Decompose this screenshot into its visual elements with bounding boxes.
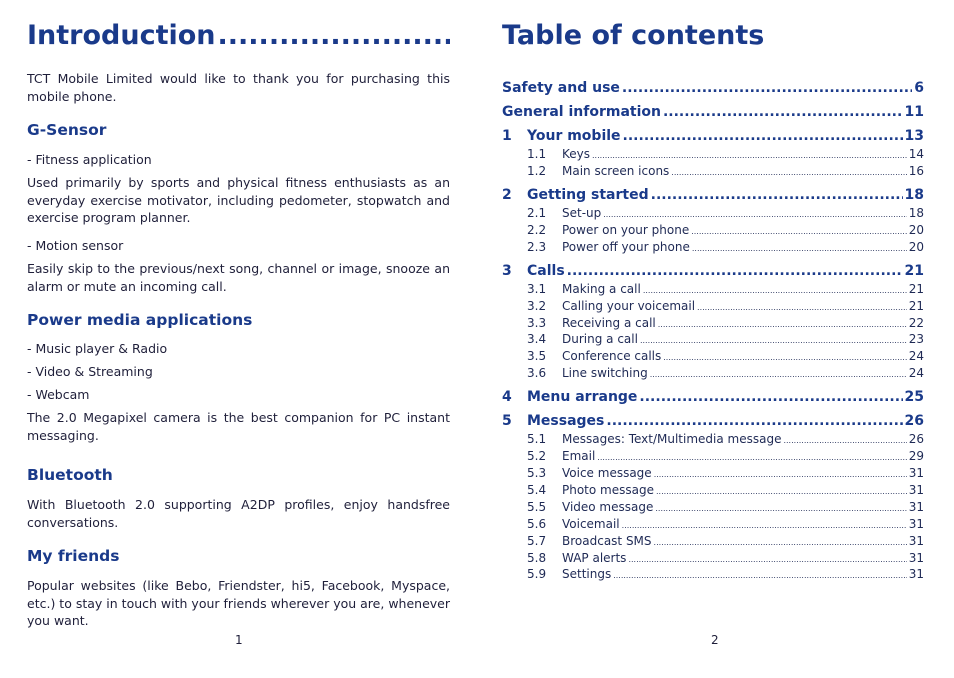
toc-entry-label: Receiving a call [562,315,656,330]
toc-leader-dots [692,244,907,253]
toc-entry-label: Calling your voicemail [562,298,696,313]
bluetooth-heading: Bluetooth [27,466,113,484]
toc-entry-label: Main screen icons [562,163,670,178]
toc-entry[interactable] [502,263,924,279]
toc-entry-number: 5.5 [527,499,547,514]
toc-leader-dots [654,470,907,479]
toc-entry[interactable] [502,483,924,497]
fitness-application-item: - Fitness application [27,152,152,167]
my-friends-heading: My friends [27,547,120,565]
toc-leader-dots [783,436,906,445]
toc-entry-number: 3.4 [527,332,547,347]
toc-leader-dots [628,555,906,564]
toc-leader-dots [603,210,906,219]
toc-entry-number: 5.4 [527,482,547,497]
toc-entry[interactable] [502,240,924,254]
toc-entry-number: 5.9 [527,567,547,582]
toc-leader-dots [639,389,902,405]
toc-entry-label: Messages: Text/Multimedia message [562,432,782,447]
toc-leader-dots [691,227,907,236]
toc-leader-dots [606,413,902,429]
toc-entry-page: 23 [908,332,924,347]
toc-entry[interactable] [502,223,924,237]
toc-leader-dots [622,521,907,530]
toc-entry-number: 3.6 [527,366,547,381]
toc-entry-number: 5.7 [527,533,547,548]
toc-entry[interactable] [502,432,924,446]
toc-entry[interactable] [502,551,924,565]
toc-entry-number: 3.5 [527,349,547,364]
toc-leader-dots [567,263,903,279]
toc-leader-dots [655,504,906,513]
table-of-contents-title: Table of contents [502,20,765,51]
toc-entry-label: Power off your phone [562,239,690,254]
toc-entry-page: 24 [908,366,924,381]
toc-entry-label: Broadcast SMS [562,533,652,548]
toc-entry-page: 22 [908,315,924,330]
toc-entry-page: 21 [908,281,924,296]
toc-entry-label: Getting started [527,186,649,203]
toc-entry-label: Your mobile [527,128,621,144]
my-friends-description: Popular websites (like Bebo, Friendster, hi5, Facebook, Myspace, etc.) to stay in touch with your friends wherever you are, whenever you want. [27,578,450,628]
toc-entry-number: 4 [502,389,512,406]
toc-entry[interactable] [502,413,924,429]
motion-sensor-description: Easily skip to the previous/next song, channel or image, snooze an alarm or mute an incoming call. [27,261,450,294]
toc-entry-number: 2.2 [527,222,547,237]
toc-entry-page: 13 [904,128,924,144]
webcam-description: The 2.0 Megapixel camera is the best companion for PC instant messaging. [27,410,450,443]
toc-entry-label: During a call [562,332,638,347]
toc-entry-page: 31 [908,499,924,514]
toc-entry-number: 5.1 [527,432,547,447]
toc-entry-page: 26 [908,432,924,447]
toc-entry[interactable] [502,534,924,548]
toc-entry-number: 2.1 [527,205,547,220]
toc-entry-number: 2.3 [527,239,547,254]
toc-entry[interactable] [502,466,924,480]
toc-entry-page: 16 [908,163,924,178]
toc-entry-page: 20 [908,239,924,254]
toc-entry[interactable] [502,449,924,463]
toc-entry[interactable] [502,299,924,313]
toc-entry[interactable] [502,104,924,120]
toc-leader-dots [697,303,907,312]
introduction-title [27,20,450,60]
toc-entry-label: Keys [562,147,591,161]
toc-entry-number: 5.3 [527,466,547,480]
title-leader-dots [218,20,450,51]
toc-entry-label: Line switching [562,366,648,381]
toc-leader-dots [643,286,907,295]
left-page [27,0,450,678]
toc-entry-number: 5.8 [527,550,547,565]
toc-entry-page: 31 [908,466,924,480]
toc-entry[interactable] [502,332,924,346]
toc-entry[interactable] [502,366,924,380]
toc-entry[interactable] [502,316,924,330]
fitness-description: Used primarily by sports and physical fitness enthusiasts as an everyday exercise motivator, including pedometer, stopwatch and exercise program planner. [27,175,450,225]
toc-entry-page: 18 [908,205,924,220]
toc-entry[interactable] [502,389,924,405]
toc-entry-number: 1.2 [527,163,547,178]
toc-entry-page: 31 [908,482,924,497]
gsensor-heading: G-Sensor [27,121,107,139]
page-number-right: 2 [711,633,719,647]
toc-entry-label: Making a call [562,281,641,296]
toc-leader-dots [651,187,903,203]
right-page [502,0,924,678]
toc-leader-dots [671,168,906,177]
toc-leader-dots [613,571,907,580]
toc-entry[interactable] [502,147,924,161]
toc-entry-number: 5.2 [527,449,547,464]
toc-entry-page: 14 [908,147,924,161]
toc-entry-label: Video message [562,499,654,514]
toc-entry-label: General information [502,104,661,120]
toc-leader-dots [623,128,903,144]
toc-entry-label: Power on your phone [562,222,690,237]
introduction-title-text: Introduction [27,20,216,51]
toc-entry-number: 3.3 [527,315,547,330]
toc-entry-number: 5.6 [527,516,547,531]
toc-entry-page: 31 [908,516,924,531]
toc-entry[interactable] [502,517,924,531]
toc-entry-page: 29 [908,449,924,464]
toc-entry-page: 18 [904,186,924,203]
toc-entry[interactable] [502,206,924,220]
toc-leader-dots [663,104,903,120]
toc-leader-dots [622,80,912,96]
webcam-item: - Webcam [27,387,90,402]
intro-paragraph: TCT Mobile Limited would like to thank you for purchasing this mobile phone. [27,71,450,104]
toc-entry-number: 1 [502,128,512,144]
toc-entry-label: WAP alerts [562,550,627,565]
toc-leader-dots [592,151,907,160]
toc-entry[interactable] [502,164,924,178]
toc-entry-page: 31 [908,567,924,582]
toc-entry-number: 1.1 [527,147,547,161]
toc-entry-label: Set-up [562,205,602,220]
toc-entry-label: Messages [527,413,605,430]
toc-entry[interactable] [502,128,924,144]
toc-leader-dots [658,320,907,329]
toc-entry-page: 21 [908,298,924,313]
toc-entry[interactable] [502,80,924,96]
toc-entry-label: Email [562,449,596,464]
motion-sensor-item: - Motion sensor [27,238,124,253]
toc-leader-dots [654,538,907,547]
toc-entry-label: Voice message [562,466,652,480]
toc-entry-page: 24 [908,349,924,364]
toc-entry[interactable] [502,567,924,581]
toc-entry-label: Safety and use [502,80,620,96]
toc-entry-page: 6 [914,80,924,96]
toc-entry-number: 3.1 [527,281,547,296]
toc-entry-label: Calls [527,262,565,279]
toc-leader-dots [663,353,906,362]
toc-entry[interactable] [502,349,924,363]
toc-entry-page: 11 [904,104,924,120]
toc-entry-label: Photo message [562,482,654,497]
music-player-item: - Music player & Radio [27,341,168,356]
toc-entry-page: 31 [908,533,924,548]
toc-entry-number: 2 [502,186,512,203]
toc-entry-label: Conference calls [562,349,662,364]
toc-entry-page: 21 [904,262,924,279]
toc-entry-label: Voicemail [562,516,620,531]
toc-entry-page: 25 [904,389,924,406]
toc-entry-page: 20 [908,222,924,237]
toc-entry[interactable] [502,500,924,514]
toc-entry[interactable] [502,187,924,203]
toc-entry-page: 26 [904,413,924,430]
toc-entry-number: 3.2 [527,298,547,313]
toc-entry-label: Settings [562,567,612,582]
toc-leader-dots [640,336,907,345]
video-streaming-item: - Video & Streaming [27,364,153,379]
toc-entry[interactable] [502,282,924,296]
toc-leader-dots [650,370,907,379]
toc-entry-label: Menu arrange [527,389,638,406]
page-number-left: 1 [235,633,243,647]
toc-entry-page: 31 [908,550,924,565]
toc-entry-number: 5 [502,413,512,430]
bluetooth-description: With Bluetooth 2.0 supporting A2DP profiles, enjoy handsfree conversations. [27,497,450,530]
power-media-heading: Power media applications [27,311,253,329]
toc-leader-dots [656,487,907,496]
toc-entry-number: 3 [502,262,512,279]
toc-leader-dots [597,453,906,462]
